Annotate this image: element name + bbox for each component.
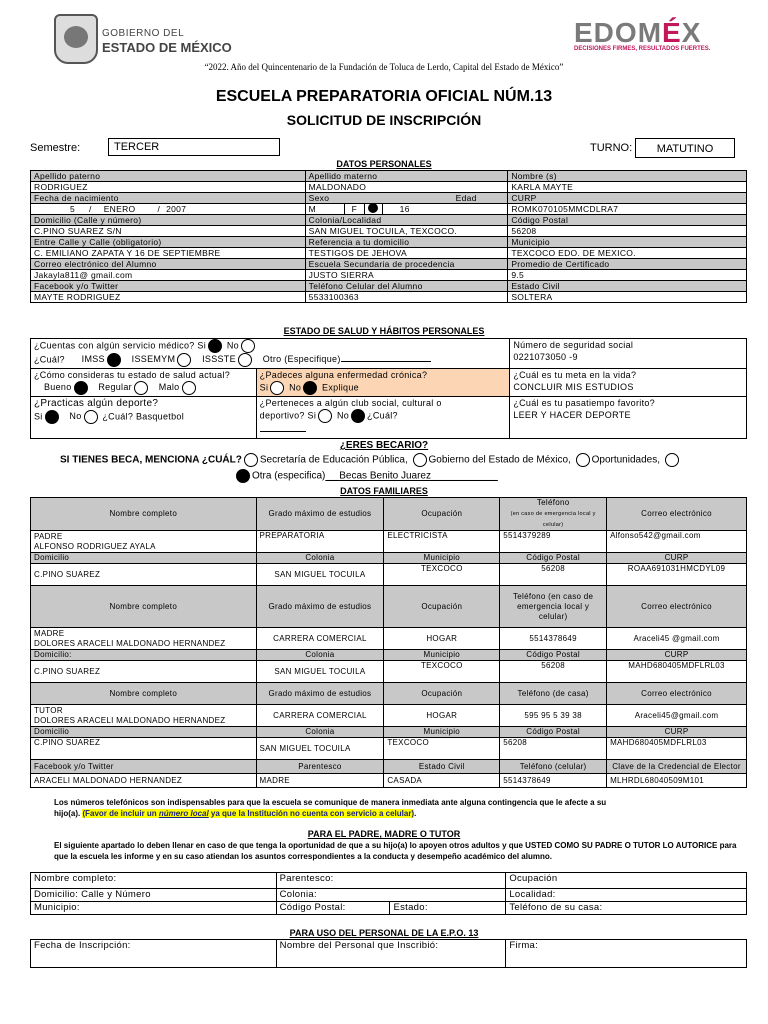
padre-telefono[interactable]: 5514379289	[500, 531, 607, 553]
tutor-municipio[interactable]: TEXCOCO	[384, 738, 500, 760]
h-sexo: Sexo	[308, 193, 330, 203]
guardian-municipio-field[interactable]: Municipio:	[31, 902, 277, 915]
h-tutor-grado: Grado máximo de estudios	[256, 683, 384, 705]
cronica-no-radio[interactable]	[303, 381, 317, 395]
h-apellido-paterno: Apellido paterno	[31, 171, 306, 182]
h-fam-estado-civil: Estado Civil	[384, 760, 500, 774]
regular-radio[interactable]	[134, 381, 148, 395]
h-padre-colonia: Colonia	[256, 553, 384, 564]
padre-municipio[interactable]: TEXCOCO	[384, 564, 500, 586]
h-fam-telefono: Teléfono (en caso de emergencia local y celular)	[500, 498, 607, 531]
guardian-parentesco-field[interactable]: Parentesco:	[276, 873, 506, 889]
malo-radio[interactable]	[182, 381, 196, 395]
telefono-celular[interactable]: 5533100363	[305, 292, 508, 303]
h-estado-civil: Estado Civil	[508, 281, 747, 292]
h-entre-calles: Entre Calle y Calle (obligatorio)	[31, 237, 306, 248]
apellido-paterno[interactable]: RODRIGUEZ	[31, 182, 306, 193]
h-fam-nombre: Nombre completo	[31, 498, 257, 531]
fam-credencial[interactable]: MLHRDL68040509M101	[607, 774, 747, 788]
h-correo: Correo electrónico del Alumno	[31, 259, 306, 270]
nss-value[interactable]: 0221073050 -9	[513, 352, 578, 362]
issemym-radio[interactable]	[177, 353, 191, 367]
padre-cp[interactable]: 56208	[500, 564, 607, 586]
firma-field[interactable]: Firma:	[506, 940, 747, 968]
h-tutor-domicilio: Domicilio	[31, 727, 257, 738]
h-municipio: Municipio	[508, 237, 747, 248]
health-heading: ESTADO DE SALUD Y HÁBITOS PERSONALES	[283, 326, 485, 336]
madre-colonia[interactable]: SAN MIGUEL TOCUILA	[256, 661, 384, 683]
madre-curp[interactable]: MAHD680405MDFLRL03	[607, 661, 747, 683]
staff-table	[30, 939, 747, 968]
fecha-inscripcion-field[interactable]: Fecha de Inscripción:	[31, 940, 277, 968]
tutor-nombre[interactable]: TUTOR DOLORES ARACELI MALDONADO HERNANDEZ	[31, 705, 257, 727]
tutor-grado[interactable]: CARRERA COMERCIAL	[256, 705, 384, 727]
municipio[interactable]: TEXCOCO EDO. DE MEXICO.	[508, 248, 747, 259]
madre-domicilio[interactable]: C.PINO SUAREZ	[31, 661, 257, 683]
madre-grado[interactable]: CARRERA COMERCIAL	[256, 628, 384, 650]
h-tutor-ocupacion: Ocupación	[384, 683, 500, 705]
h-padre-curp: CURP	[607, 553, 747, 564]
club-si-radio[interactable]	[318, 409, 332, 423]
h-tutor-cp: Código Postal	[500, 727, 607, 738]
h-secundaria: Escuela Secundaria de procedencia	[305, 259, 508, 270]
fam-facebook[interactable]: ARACELI MALDONADO HERNANDEZ	[31, 774, 257, 788]
h-credencial: Clave de la Credencial de Elector	[607, 760, 747, 774]
h-tutor-telefono: Teléfono (de casa)	[500, 683, 607, 705]
guardian-nombre-field[interactable]: Nombre completo:	[31, 873, 277, 889]
guardian-domicilio-field[interactable]: Domicilio: Calle y Número	[31, 889, 277, 902]
issste-radio[interactable]	[238, 353, 252, 367]
madre-telefono[interactable]: 5514378649	[500, 628, 607, 650]
h-nombre: Nombre (s)	[508, 171, 747, 182]
sexo-edad[interactable]: M F 16	[305, 204, 508, 215]
health-table: ¿Cuentas con algún servicio médico? Si No ¿Cuál? IMSS ISSEMYM ISSSTE Otro (Especifique) Número de seguridad social 0221073050 -9 ¿Cómo consideras tu estado de salud actual? Bueno Regular Malo ¿Padeces alguna enfermedad crónica? Si No Explique ¿Cuál es tu meta en la vida? CONCLUIR MIS ESTUDIOS ¿Practicas algún deporte? Si No ¿Cuál? Basquetbol ¿Perteneces a algún club social, cultural o deportivo? Si No ¿Cuál? ¿Cuál es tu pasatiempo favorito? LEER Y HACER DEPORTE	[30, 338, 747, 439]
madre-correo[interactable]: Araceli45 @gmail.com	[607, 628, 747, 650]
family-table	[30, 497, 747, 788]
h-madre-telefono: Teléfono (en caso de emergencia local y celular)	[500, 586, 607, 628]
pasatiempo-value[interactable]: LEER Y HACER DEPORTE	[513, 410, 631, 420]
q-deporte: ¿Practicas algún deporte?	[34, 398, 159, 409]
h-madre-nombre: Nombre completo	[31, 586, 257, 628]
h-madre-correo: Correo electrónico	[607, 586, 747, 628]
h-tutor-curp: CURP	[607, 727, 747, 738]
staff-heading: PARA USO DEL PERSONAL DE LA E.P.O. 13	[289, 928, 479, 938]
h-domicilio: Domicilio (Calle y número)	[31, 215, 306, 226]
h-madre-domicilio: Domicilio:	[31, 650, 257, 661]
tutor-telefono[interactable]: 595 95 5 39 38	[500, 705, 607, 727]
club-no-radio[interactable]	[351, 409, 365, 423]
padre-ocupacion[interactable]: ELECTRICISTA	[384, 531, 500, 553]
h-curp: CURP	[508, 193, 747, 204]
h-fb: Facebook y/o Twitter	[31, 760, 257, 774]
h-tutor-nombre: Nombre completo	[31, 683, 257, 705]
phone-note: Los números telefónicos son indispensables para que la escuela se comunique de manera inmediata ante alguna contingencia que le afecte a su hijo(a). (Favor de incluir un número local ya que la Institución no cuenta con servicio a celular).	[54, 798, 607, 818]
entre-calles[interactable]: C. EMILIANO ZAPATA Y 16 DE SEPTIEMBRE	[31, 248, 306, 259]
h-madre-curp: CURP	[607, 650, 747, 661]
q-servicio-medico: ¿Cuentas con algún servicio médico?	[34, 340, 195, 351]
h-tutor-correo: Correo electrónico	[607, 683, 747, 705]
bueno-radio[interactable]	[74, 381, 88, 395]
guardian-heading: PARA EL PADRE, MADRE O TUTOR	[307, 829, 461, 839]
h-fam-celular: Teléfono (celular)	[500, 760, 607, 774]
tutor-correo[interactable]: Araceli45@gmail.com	[607, 705, 747, 727]
family-heading: DATOS FAMILIARES	[340, 486, 428, 496]
tutor-curp[interactable]: MAHD680405MDFLRL03	[607, 738, 747, 760]
padre-domicilio[interactable]: C.PINO SUAREZ	[31, 564, 257, 586]
apellido-materno[interactable]: MALDONADO	[305, 182, 508, 193]
sep-radio[interactable]	[244, 453, 258, 467]
gobierno-radio[interactable]	[413, 453, 427, 467]
q-club: ¿Perteneces a algún club social, cultural o	[259, 398, 442, 408]
colonia[interactable]: SAN MIGUEL TOCUILA, TEXCOCO.	[305, 226, 508, 237]
h-fam-correo: Correo electrónico	[607, 498, 747, 531]
oportunidades-radio[interactable]	[576, 453, 590, 467]
h-tutor-municipio: Municipio	[384, 727, 500, 738]
servicio-no-radio[interactable]	[241, 339, 255, 353]
semestre-label: Semestre:	[30, 142, 81, 154]
form-title: SOLICITUD DE INSCRIPCIÓN	[286, 112, 482, 128]
personal-heading: DATOS PERSONALES	[336, 159, 432, 169]
personal-inscribio-field[interactable]: Nombre del Personal que Inscribió:	[276, 940, 506, 968]
turno-label: TURNO:	[590, 142, 633, 154]
h-fecha-nacimiento: Fecha de nacimiento	[31, 193, 306, 204]
otra-beca-value[interactable]: Becas Benito Juarez	[339, 470, 431, 482]
sexo-f-selected-icon	[368, 203, 378, 213]
h-cp: Código Postal	[508, 215, 747, 226]
edad[interactable]: 16	[399, 204, 410, 214]
q-cronica: ¿Padeces alguna enfermedad crónica?	[259, 370, 428, 380]
h-fam-grado: Grado máximo de estudios	[256, 498, 384, 531]
gobierno-logo	[54, 14, 234, 64]
state-seal-icon	[54, 14, 98, 64]
secundaria[interactable]: JUSTO SIERRA	[305, 270, 508, 281]
fam-estado-civil[interactable]: CASADA	[384, 774, 500, 788]
beca-otra: Otra (especifica) __Becas Benito Juarez____________	[234, 469, 498, 483]
padre-nombre[interactable]: PADRE ALFONSO RODRIGUEZ AYALA	[31, 531, 257, 553]
gov-line1: GOBIERNO DEL	[102, 28, 185, 39]
fam-celular[interactable]: 5514378649	[500, 774, 607, 788]
h-fam-ocupacion: Ocupación	[384, 498, 500, 531]
otra-beca-radio[interactable]	[236, 469, 250, 483]
h-edad: Edad	[455, 193, 477, 203]
tutor-ocupacion[interactable]: HOGAR	[384, 705, 500, 727]
h-madre-cp: Código Postal	[500, 650, 607, 661]
h-promedio: Promedio de Certificado	[508, 259, 747, 270]
h-padre-municipio: Municipio	[384, 553, 500, 564]
guardian-text: El siguiente apartado lo deben llenar en caso de que tenga la oportunidad de que a su hijo(a) lo apoyen otros adultos y que USTED COMO SU PADRE O TUTOR LO AUTORICE para que la escuela les informe y en su caso atiendan los asuntos correspondientes a la conducta y desempeño académico del alumno.	[54, 841, 737, 861]
padre-grado[interactable]: PREPARATORIA	[256, 531, 384, 553]
h-madre-grado: Grado máximo de estudios	[256, 586, 384, 628]
meta-value[interactable]: CONCLUIR MIS ESTUDIOS	[513, 382, 634, 392]
servicio-si-radio[interactable]	[208, 339, 222, 353]
beca-heading: ¿ERES BECARIO?	[339, 440, 429, 451]
h-madre-ocupacion: Ocupación	[384, 586, 500, 628]
madre-ocupacion[interactable]: HOGAR	[384, 628, 500, 650]
nss-label: Número de seguridad social	[513, 340, 634, 350]
h-madre-colonia: Colonia	[256, 650, 384, 661]
school-title: ESCUELA PREPARATORIA OFICIAL NÚM.13	[215, 88, 553, 105]
padre-correo[interactable]: Alfonso542@gmail.com	[607, 531, 747, 553]
h-tutor-colonia: Colonia	[256, 727, 384, 738]
deporte-si-radio[interactable]	[45, 410, 59, 424]
h-parentesco: Parentesco	[256, 760, 384, 774]
h-padre-cp: Código Postal	[500, 553, 607, 564]
h-referencia: Referencia a tu domicilio	[305, 237, 508, 248]
tutor-cp[interactable]: 56208	[500, 738, 607, 760]
codigo-postal[interactable]: 56208	[508, 226, 747, 237]
guardian-cp-field[interactable]: Código Postal:	[276, 902, 390, 915]
guardian-colonia-field[interactable]: Colonia:	[276, 889, 506, 902]
cronica-si-radio[interactable]	[270, 381, 284, 395]
personal-table	[30, 170, 747, 303]
h-madre-municipio: Municipio	[384, 650, 500, 661]
year-quote: “2022. Año del Quincentenario de la Fundación de Toluca de Lerdo, Capital del Estado de México”	[204, 62, 564, 72]
turno-field[interactable]: MATUTINO	[635, 138, 735, 158]
h-telefono: Teléfono Celular del Alumno	[305, 281, 508, 292]
q-salud: ¿Cómo consideras tu estado de salud actual?	[34, 370, 231, 380]
h-colonia: Colonia/Localidad	[305, 215, 508, 226]
guardian-localidad-field[interactable]: Localidad:	[506, 889, 747, 902]
imss-radio[interactable]	[107, 353, 121, 367]
q-meta: ¿Cuál es tu meta en la vida?	[513, 370, 637, 380]
tutor-domicilio[interactable]: C.PINO SUAREZ	[31, 738, 257, 760]
padre-curp[interactable]: ROAA691031HMCDYL09	[607, 564, 747, 586]
correo[interactable]: Jakayla811@ gmail.com	[31, 270, 306, 281]
h-padre-domicilio: Domicilio	[31, 553, 257, 564]
estado-civil[interactable]: SOLTERA	[508, 292, 747, 303]
guardian-table	[30, 872, 747, 915]
edomex-logo: EDOMÉX DECISIONES FIRMES, RESULTADOS FUERTES.	[574, 17, 711, 52]
semestre-field[interactable]: TERCER	[108, 138, 280, 156]
tutor-colonia[interactable]: SAN MIGUEL TOCUILA	[256, 738, 384, 760]
promedio[interactable]: 9.5	[508, 270, 747, 281]
madre-municipio[interactable]: TEXCOCO	[384, 661, 500, 683]
h-facebook: Facebook y/o Twitter	[31, 281, 306, 292]
curp[interactable]: ROMK070105MMCDLRA7	[508, 204, 747, 215]
fecha-nacimiento[interactable]: 5 / ENERO / 2007	[31, 204, 306, 215]
guardian-ocupacion-field[interactable]: Ocupación	[506, 873, 747, 889]
madre-nombre[interactable]: MADRE DOLORES ARACELI MALDONADO HERNANDEZ	[31, 628, 257, 650]
domicilio[interactable]: C.PINO SUAREZ S/N	[31, 226, 306, 237]
q-pasatiempo: ¿Cuál es tu pasatiempo favorito?	[513, 398, 655, 408]
madre-cp[interactable]: 56208	[500, 661, 607, 683]
fam-parentesco[interactable]: MADRE	[256, 774, 384, 788]
deporte-no-radio[interactable]	[84, 410, 98, 424]
nombre[interactable]: KARLA MAYTE	[508, 182, 747, 193]
guardian-telefono-field[interactable]: Teléfono de su casa:	[506, 902, 747, 915]
beca-options: SI TIENES BECA, MENCIONA ¿CUÁL? Secretaría de Educación Pública, Gobierno del Estado de México, Oportunidades,	[60, 453, 750, 467]
unknown-radio[interactable]	[665, 453, 679, 467]
padre-colonia[interactable]: SAN MIGUEL TOCUILA	[256, 564, 384, 586]
guardian-estado-field[interactable]: Estado:	[390, 902, 506, 915]
h-apellido-materno: Apellido materno	[305, 171, 508, 182]
referencia[interactable]: TESTIGOS DE JEHOVA	[305, 248, 508, 259]
facebook[interactable]: MAYTE RODRIGUEZ	[31, 292, 306, 303]
gov-line2: ESTADO DE MÉXICO	[102, 40, 232, 55]
